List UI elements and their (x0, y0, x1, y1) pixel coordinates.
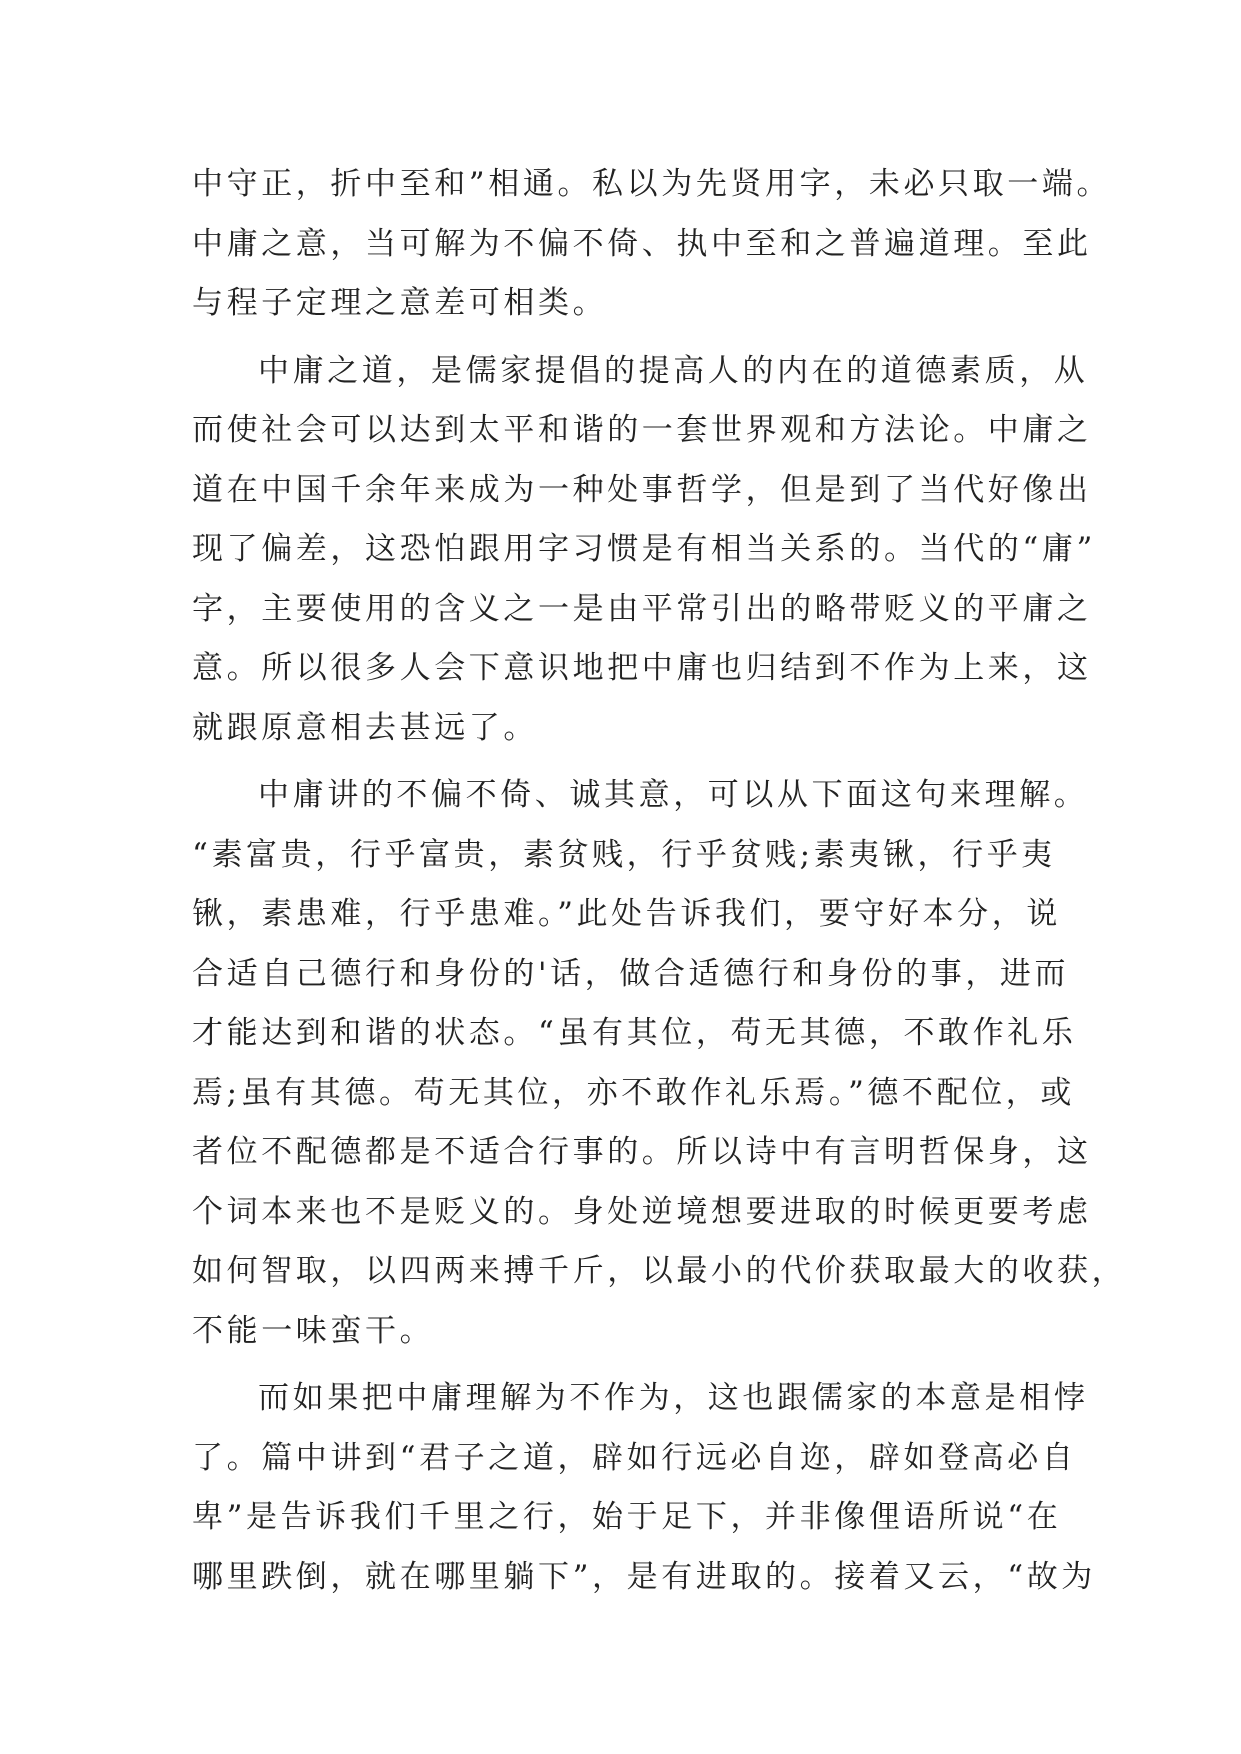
text-line: 者位不配德都是不适合行事的。所以诗中有言明哲保身，这 (192, 1134, 1092, 1170)
text-line: 了。篇中讲到“君子之道，辟如行远必自迩，辟如登高必自 (192, 1439, 1077, 1476)
text-line: 合适自己德行和身份的'话，做合适德行和身份的事，进而 (192, 955, 1070, 992)
paragraph (192, 1369, 1096, 1607)
text-line: 与程子定理之意差可相类。 (192, 285, 608, 321)
text-line: 如何智取，以四两来搏千斤，以最小的代价获取最大的收获， (192, 1253, 1127, 1289)
text-line: 现了偏差，这恐怕跟用字习惯是有相当关系的。当代的“庸” (192, 531, 1096, 567)
text-line: 卑”是告诉我们千里之行，始于足下，并非像俚语所说“在 (192, 1499, 1062, 1535)
text-line: 意。所以很多人会下意识地把中庸也归结到不作为上来，这 (192, 650, 1092, 686)
text-line: 不能一味蛮干。 (192, 1312, 435, 1349)
text-line: 哪里跌倒，就在哪里躺下”，是有进取的。接着又云，“故为 (192, 1558, 1096, 1595)
text-line: 中庸之道，是儒家提倡的提高人的内在的道德素质，从 (258, 352, 1089, 389)
text-line: 而如果把中庸理解为不作为，这也跟儒家的本意是相悖 (258, 1380, 1089, 1416)
text-line: 中守正，折中至和”相通。私以为先贤用字，未必只取一端。 (192, 166, 1112, 202)
text-line: “素富贵，行乎富贵，素贫贱，行乎贫贱;素夷锹，行乎夷 (192, 836, 1056, 873)
text-line: 字，主要使用的含义之一是由平常引出的略带贬义的平庸之 (192, 590, 1092, 627)
document-body (192, 155, 1127, 1607)
text-line: 道在中国千余年来成为一种处事哲学，但是到了当代好像出 (192, 471, 1092, 508)
text-line: 中庸讲的不偏不倚、诚其意，可以从下面这句来理解。 (258, 777, 1089, 813)
paragraph (192, 766, 1127, 1361)
text-line: 个词本来也不是贬义的。身处逆境想要进取的时候更要考虑 (192, 1193, 1092, 1230)
text-line: 就跟原意相去甚远了。 (192, 709, 538, 746)
paragraph (192, 155, 1112, 334)
text-line: 而使社会可以达到太平和谐的一套世界观和方法论。中庸之 (192, 412, 1092, 448)
text-line: 中庸之意，当可解为不偏不倚、执中至和之普遍道理。至此 (192, 225, 1092, 262)
text-line: 锹，素患难，行乎患难。”此处告诉我们，要守好本分，说 (192, 896, 1061, 932)
text-line: 才能达到和谐的状态。“虽有其位，苟无其德，不敢作礼乐 (192, 1015, 1077, 1051)
text-line: 焉;虽有其德。苟无其位，亦不敢作礼乐焉。”德不配位，或 (192, 1074, 1075, 1111)
paragraph (192, 342, 1096, 759)
